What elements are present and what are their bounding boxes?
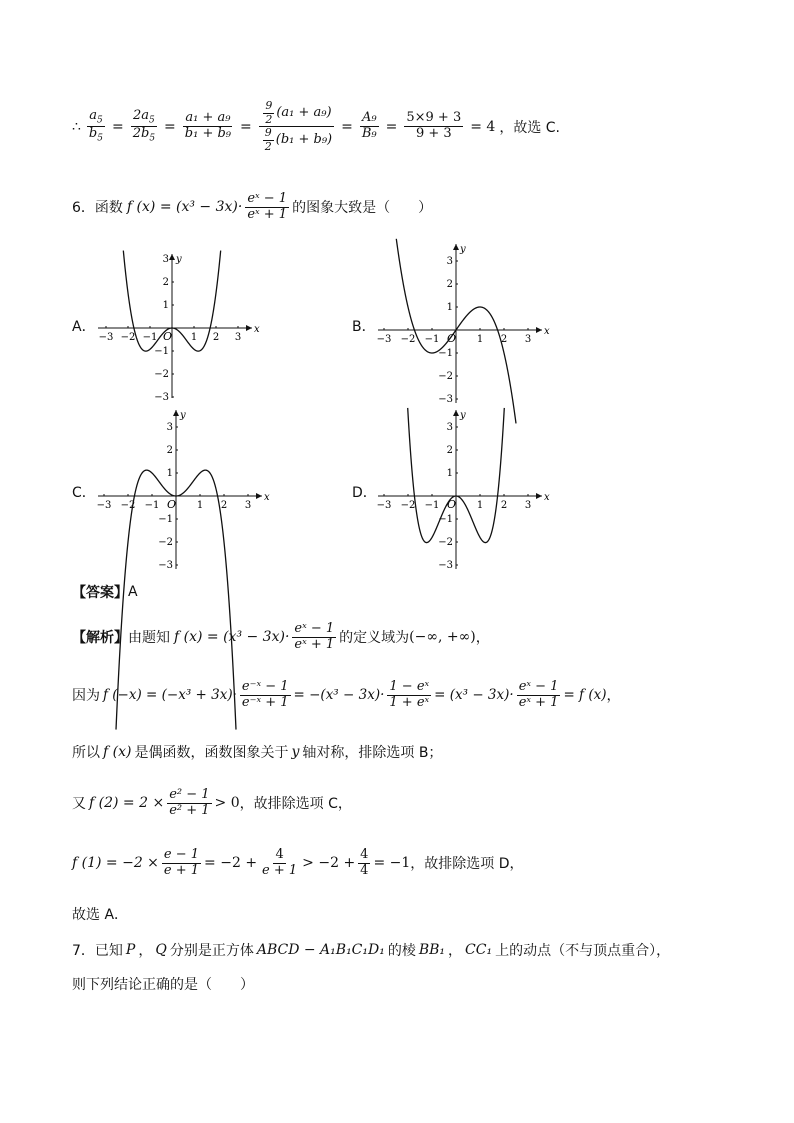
- graph-option-a[interactable]: [92, 252, 262, 402]
- y-tick-label: −3: [158, 560, 173, 571]
- q7-P: P: [125, 942, 136, 958]
- origin-label: O: [447, 332, 457, 345]
- analysis-l2-frac2: $\frac{\text{1 − eˣ}}{\text{1 + eˣ}}$: [389, 679, 430, 710]
- x-axis-label: x: [264, 492, 270, 503]
- x-tick-label: −1: [424, 334, 440, 345]
- analysis-l2-c: = (x³ − 3x)·: [434, 687, 514, 704]
- analysis-l3-y: y: [291, 744, 300, 760]
- x-tick-label: −3: [376, 334, 392, 345]
- q6-fraction: $\frac{\text{eˣ − 1}}{\text{eˣ + 1}}$: [247, 191, 288, 222]
- q7-CC1: CC₁: [465, 942, 493, 958]
- y-tick-label: −1: [158, 514, 173, 525]
- y-axis-label: y: [176, 254, 182, 265]
- y-tick-label: 2: [446, 279, 453, 290]
- analysis-l5-c: = −1: [373, 855, 411, 872]
- analysis-l3-post: 轴对称，排除选项 B；: [302, 745, 443, 761]
- top-equation: ∴ $\frac{a_5}{b_5}$ = $\frac{2a_5}{2b_5}$ = $\frac{\text{a₁ + a₉}}{\text{b₁ + b₉}}$ = $\frac{9}{2}$ (a₁ + a₉) $\frac{9}{2}$ (b₁ + b₉) = $\frac{\text{A₉}}{\text{B₉}}$ = $\frac{5\times 9 + 3}{9 + 3}$ = 4 ，故选 C.: [72, 99, 561, 153]
- y-tick-label: 3: [446, 422, 453, 433]
- q7-mid: 分别是正方体: [169, 943, 254, 959]
- analysis-l4-frac: $\frac{\text{e² − 1}}{\text{e² + 1}}$: [169, 787, 210, 818]
- analysis-l5-f1: f (1) = −2 ×: [72, 855, 159, 872]
- origin-label: O: [447, 498, 457, 511]
- frac-A9-B9: $\frac{\text{A₉}}{\text{B₉}}$: [361, 110, 377, 142]
- y-tick-label: 1: [446, 302, 453, 313]
- option-d-label[interactable]: D．: [352, 485, 377, 501]
- y-tick-label: 2: [446, 445, 453, 456]
- y-tick-label: −2: [438, 371, 453, 382]
- y-axis-arrow-icon: [453, 244, 459, 250]
- q6-tail: 的图象大致是（ ）: [292, 200, 433, 217]
- x-axis-arrow-icon: [246, 325, 252, 331]
- analysis-l2-frac3: $\frac{\text{eˣ − 1}}{\text{eˣ + 1}}$: [518, 679, 559, 710]
- frac-a5-b5: $\frac{a_5}{b_5}$: [88, 108, 103, 144]
- analysis-l5-frac3: $\frac{4}{4}$: [360, 847, 369, 878]
- origin-label: O: [163, 330, 173, 343]
- x-tick-label: −3: [376, 500, 392, 511]
- y-axis-arrow-icon: [453, 410, 459, 416]
- x-axis-label: x: [544, 492, 550, 503]
- x-tick-label: 3: [524, 334, 532, 345]
- analysis-l3-mid: 是偶函数，函数图象关于: [134, 745, 289, 761]
- y-tick-label: 2: [162, 277, 169, 288]
- question-7-line-1: [72, 940, 670, 960]
- x-tick-label: 3: [234, 332, 242, 343]
- analysis-l4-pre: 又: [72, 796, 86, 813]
- x-axis-label: x: [254, 324, 260, 335]
- y-tick-label: −2: [154, 369, 169, 380]
- analysis-line-5: [72, 848, 524, 879]
- y-axis-label: y: [180, 410, 186, 421]
- analysis-l3-pre: 所以: [72, 745, 100, 761]
- analysis-l1-end: ，: [475, 630, 490, 647]
- answer-line: [72, 582, 138, 602]
- x-tick-label: 2: [500, 334, 508, 345]
- y-tick-label: −1: [154, 346, 169, 357]
- q6-number: 6．函数: [72, 200, 123, 217]
- option-b-label[interactable]: B．: [352, 319, 376, 335]
- option-c-label[interactable]: C．: [72, 485, 96, 501]
- analysis-l1-frac: $\frac{\text{eˣ − 1}}{\text{eˣ + 1}}$: [294, 621, 335, 652]
- graph-option-c[interactable]: [92, 408, 272, 573]
- analysis-l4-post: > 0: [214, 795, 240, 812]
- analysis-l2-a: f (−x) = (−x³ + 3x)·: [103, 687, 237, 704]
- y-tick-label: −3: [154, 392, 169, 403]
- therefore-sign: ∴: [72, 118, 81, 135]
- x-tick-label: −1: [144, 500, 160, 511]
- analysis-line-6: [72, 904, 128, 924]
- analysis-line-2: [72, 680, 621, 711]
- y-tick-label: 1: [166, 468, 173, 479]
- x-tick-label: 2: [220, 500, 228, 511]
- analysis-l2-d: = f (x): [563, 687, 607, 704]
- analysis-l1-fx: f (x) = (x³ − 3x)·: [174, 629, 290, 646]
- frac-nine-halves: $\frac{9}{2}$ (a₁ + a₉) $\frac{9}{2}$ (b₁ + b₉): [259, 100, 334, 154]
- analysis-l4-end: ，故排除选项 C，: [239, 796, 352, 813]
- x-tick-label: −1: [142, 332, 158, 343]
- q7-stem-end: 则下列结论正确的是（ ）: [72, 977, 254, 993]
- q7-Q: Q: [155, 942, 167, 958]
- q7-cube: ABCD − A₁B₁C₁D₁: [256, 942, 385, 958]
- q7-sep-1: ，: [138, 943, 153, 959]
- x-tick-label: −2: [120, 332, 136, 343]
- y-tick-label: −1: [438, 514, 453, 525]
- analysis-l5-b: > −2 +: [302, 855, 356, 872]
- x-tick-label: −3: [98, 332, 114, 343]
- y-tick-label: 3: [166, 422, 173, 433]
- q7-sep-2: ，: [448, 943, 463, 959]
- y-tick-label: 1: [162, 300, 169, 311]
- y-axis-arrow-icon: [173, 410, 179, 416]
- x-axis-arrow-icon: [536, 327, 542, 333]
- analysis-label: 【解析】: [72, 630, 128, 647]
- y-tick-label: 3: [162, 254, 169, 265]
- graph-option-d[interactable]: [372, 408, 552, 573]
- frac-calc: $\frac{5\times 9 + 3}{9 + 3}$: [406, 110, 462, 142]
- x-axis-arrow-icon: [256, 493, 262, 499]
- y-axis-label: y: [460, 244, 466, 255]
- x-tick-label: 1: [476, 500, 484, 511]
- analysis-l2-end: ，: [606, 688, 621, 705]
- analysis-conclusion: 故选 A．: [72, 907, 129, 923]
- y-tick-label: −1: [438, 348, 453, 359]
- analysis-l2-b: = −(x³ − 3x)·: [293, 687, 385, 704]
- q7-pre: 7．已知: [72, 943, 123, 959]
- y-tick-label: −2: [438, 537, 453, 548]
- y-tick-label: −2: [158, 537, 173, 548]
- y-tick-label: 3: [446, 256, 453, 267]
- graph-option-b[interactable]: [372, 242, 552, 407]
- x-axis-label: x: [544, 326, 550, 337]
- q7-post: 上的动点（不与顶点重合），: [495, 943, 671, 959]
- x-tick-label: 1: [190, 332, 198, 343]
- analysis-l4-f2: f (2) = 2 ×: [89, 795, 165, 812]
- q7-edge: 的棱: [387, 943, 416, 959]
- y-tick-label: 1: [446, 468, 453, 479]
- x-tick-label: −2: [400, 500, 416, 511]
- y-tick-label: −3: [438, 394, 453, 405]
- frac-2a5-2b5: $\frac{2a_5}{2b_5}$: [132, 108, 156, 144]
- analysis-l1-pre: 由题知: [128, 630, 170, 647]
- analysis-l1-post: 的定义域为: [339, 630, 410, 647]
- result-value: = 4: [470, 118, 496, 135]
- conclusion-text: ，故选 C.: [499, 119, 561, 136]
- x-tick-label: 3: [524, 500, 532, 511]
- q6-fx: f (x) = (x³ − 3x)·: [126, 199, 243, 216]
- analysis-l1-domain: (−∞, +∞): [409, 629, 476, 646]
- question-7-line-2: [72, 974, 254, 994]
- x-tick-label: 2: [212, 332, 220, 343]
- origin-label: O: [167, 498, 177, 511]
- x-tick-label: 3: [244, 500, 252, 511]
- analysis-l2-pre: 因为: [72, 688, 100, 705]
- analysis-line-1: [72, 622, 490, 653]
- analysis-l2-frac1: $\frac{\text{e⁻ˣ − 1}}{\text{e⁻ˣ + 1}}$: [241, 679, 289, 710]
- question-6: [72, 192, 432, 223]
- x-tick-label: −2: [400, 334, 416, 345]
- analysis-line-4: [72, 788, 352, 819]
- y-tick-label: −3: [438, 560, 453, 571]
- frac-sum-a-sum-b: $\frac{\text{a₁ + a₉}}{\text{b₁ + b₉}}$: [184, 110, 232, 142]
- x-axis-arrow-icon: [536, 493, 542, 499]
- answer-label: 【答案】: [72, 585, 128, 601]
- analysis-l3-fx: f (x): [103, 744, 132, 760]
- analysis-l5-end: ，故排除选项 D，: [410, 856, 524, 873]
- analysis-l5-frac2: $\frac{4}{e + 1}$: [262, 847, 298, 878]
- analysis-l5-frac1: $\frac{e - 1}{e + 1}$: [163, 847, 200, 878]
- x-tick-label: 1: [196, 500, 204, 511]
- y-tick-label: 2: [166, 445, 173, 456]
- analysis-line-3: [72, 742, 442, 762]
- y-axis-label: y: [460, 410, 466, 421]
- analysis-l5-a: = −2 +: [204, 855, 258, 872]
- x-tick-label: −2: [120, 500, 136, 511]
- option-a-label[interactable]: A．: [72, 319, 96, 335]
- x-tick-label: 1: [476, 334, 484, 345]
- q7-BB1: BB₁: [418, 942, 446, 958]
- x-tick-label: −1: [424, 500, 440, 511]
- x-tick-label: 2: [500, 500, 508, 511]
- x-tick-label: −3: [96, 500, 112, 511]
- answer-value: A: [128, 584, 138, 600]
